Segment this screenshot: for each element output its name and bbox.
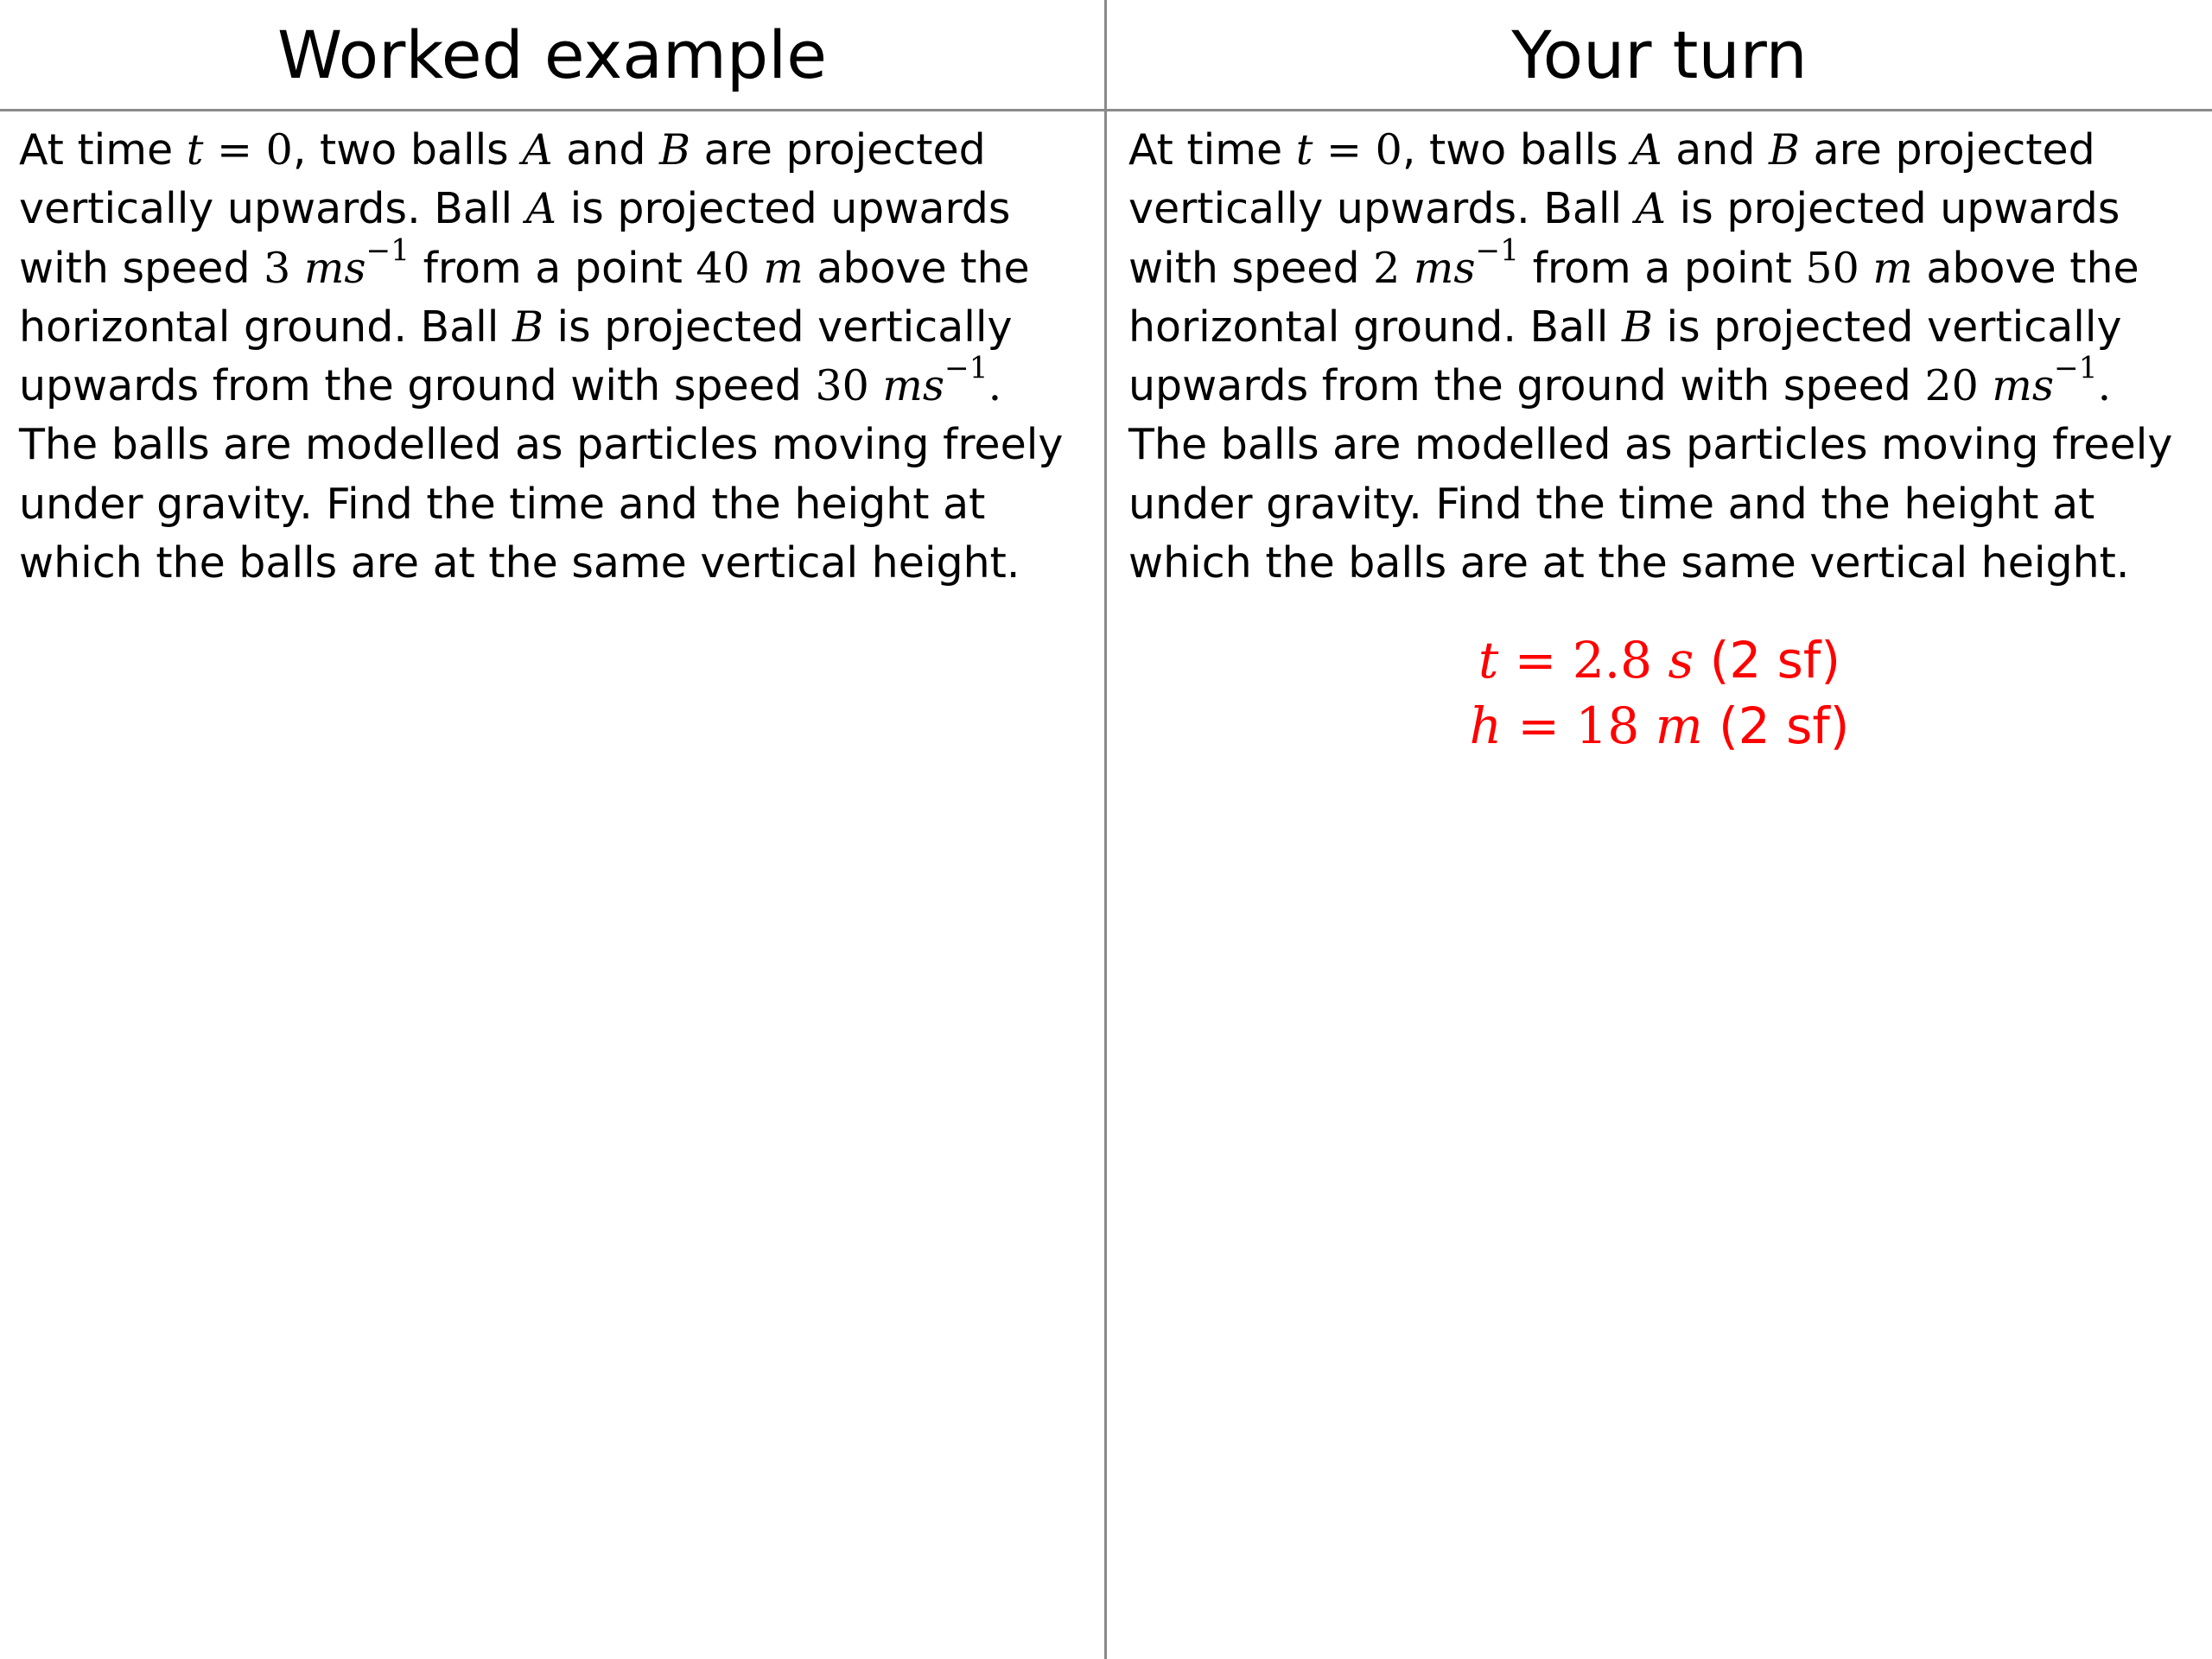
- problem-line-3: with speed 3 $ms^{-1}$ from a point 40 m above the: [19, 232, 1030, 293]
- problem-line-5: upwards from the ground with speed 30 $ms^{-1}$.: [19, 351, 1002, 411]
- problem-line-1: At time t = 0, two balls A and B are projected: [1128, 125, 2095, 175]
- problem-line-2: vertically upwards. Ball A is projected upwards: [1128, 184, 2120, 234]
- problem-line-5: upwards from the ground with speed 20 $ms^{-1}$.: [1128, 351, 2112, 411]
- answer-height: h = 18 m (2 sf): [1469, 696, 1850, 755]
- problem-line-7: under gravity. Find the time and the height at: [19, 479, 986, 529]
- worked-example-problem: [19, 121, 1063, 593]
- problem-line-2: vertically upwards. Ball A is projected upwards: [19, 184, 1011, 234]
- problem-line-6: The balls are modelled as particles moving freely: [19, 420, 1064, 470]
- problem-line-4: horizontal ground. Ball B is projected vertically: [19, 302, 1013, 352]
- problem-line-8: which the balls are at the same vertical height.: [19, 538, 1020, 588]
- problem-line-1: At time t = 0, two balls A and B are projected: [19, 125, 986, 175]
- problem-line-3: with speed 2 $ms^{-1}$ from a point 50 m above the: [1128, 232, 2139, 293]
- problem-line-4: horizontal ground. Ball B is projected vertically: [1128, 302, 2122, 352]
- worked-example-title: Worked example: [276, 16, 828, 93]
- column-divider-line: [1104, 0, 1107, 1659]
- answer-time: t = 2.8 s (2 sf): [1478, 631, 1840, 690]
- problem-line-8: which the balls are at the same vertical height.: [1128, 538, 2130, 588]
- your-turn-title: Your turn: [1511, 16, 1808, 93]
- your-turn-problem: [1128, 121, 2172, 593]
- problem-line-7: under gravity. Find the time and the height at: [1128, 479, 2095, 529]
- problem-line-6: The balls are modelled as particles moving freely: [1128, 420, 2173, 470]
- answer-block: [1107, 627, 2212, 759]
